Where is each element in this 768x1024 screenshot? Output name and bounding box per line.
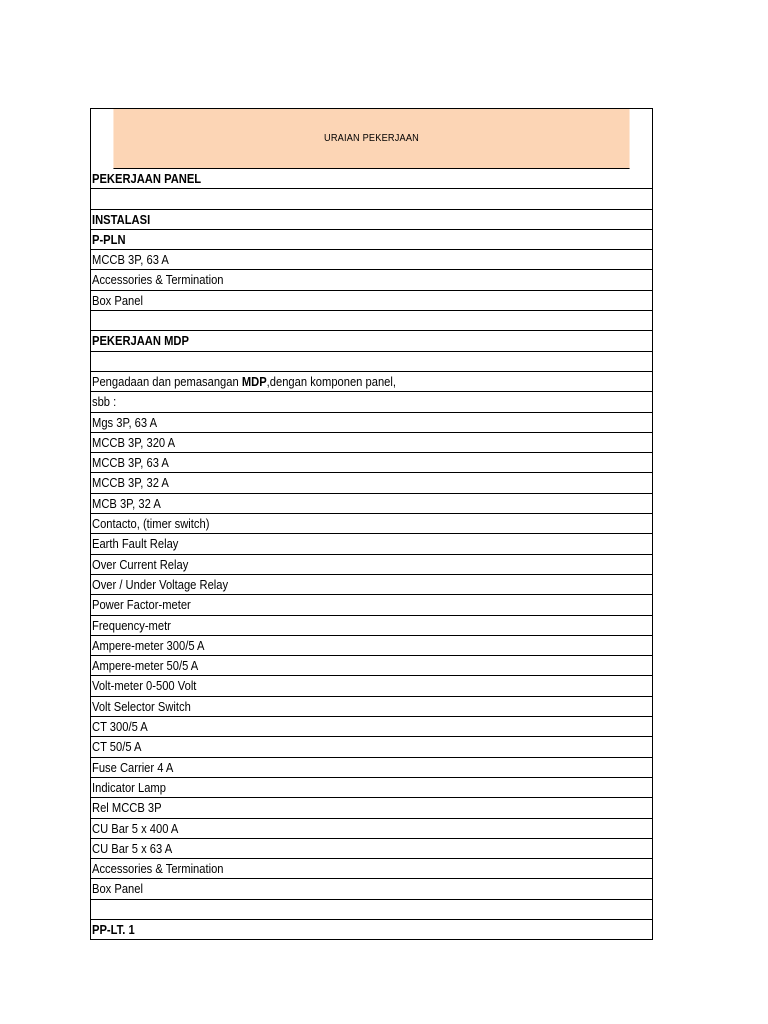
table-row[interactable] <box>91 250 652 270</box>
cell-text: Volt Selector Switch <box>92 698 191 714</box>
table-row[interactable] <box>91 210 652 230</box>
cell-text: MCCB 3P, 63 A <box>92 455 169 471</box>
cell-text: Indicator Lamp <box>92 779 166 795</box>
cell-text: CU Bar 5 x 63 A <box>92 840 173 856</box>
cell-text: Rel MCCB 3P <box>92 800 162 816</box>
table-row[interactable] <box>91 616 652 636</box>
table-row[interactable] <box>91 839 652 859</box>
table-row[interactable] <box>91 555 652 575</box>
cell-text: PP-LT. 1 <box>92 921 135 937</box>
table-row[interactable] <box>91 169 652 189</box>
cell-text: PEKERJAAN MDP <box>92 333 189 349</box>
table-row[interactable] <box>91 737 652 757</box>
table-row[interactable] <box>91 372 652 392</box>
table-row[interactable] <box>91 697 652 717</box>
cell-text: Accessories & Termination <box>92 861 224 877</box>
cell-text <box>92 372 396 391</box>
cell-text-part: ,dengan komponen panel, <box>266 373 396 389</box>
cell-text-bold-part: MDP <box>241 373 267 389</box>
cell-text: Ampere-meter 50/5 A <box>92 658 199 674</box>
table-row[interactable] <box>91 270 652 290</box>
cell-text: MCCB 3P, 32 A <box>92 475 169 491</box>
table-row[interactable] <box>91 413 652 433</box>
cell-text: Box Panel <box>92 292 143 308</box>
cell-text: MCCB 3P, 63 A <box>92 252 169 268</box>
cell-text: CT 50/5 A <box>92 739 142 755</box>
table-body <box>91 169 652 940</box>
table-row[interactable] <box>91 189 652 209</box>
table-row[interactable] <box>91 514 652 534</box>
table-row[interactable] <box>91 717 652 737</box>
cell-text: Frequency-metr <box>92 617 171 633</box>
cell-text: PEKERJAAN PANEL <box>92 171 202 186</box>
table-row[interactable] <box>91 453 652 473</box>
cell-text: CT 300/5 A <box>92 719 148 735</box>
table-row[interactable] <box>91 352 652 372</box>
table-row[interactable] <box>91 778 652 798</box>
table-row[interactable] <box>91 595 652 615</box>
cell-text: Contacto, (timer switch) <box>92 516 210 532</box>
cell-text: Volt-meter 0-500 Volt <box>92 678 197 694</box>
table-row[interactable] <box>91 879 652 899</box>
table-row[interactable] <box>91 331 652 351</box>
cell-text: Over / Under Voltage Relay <box>92 576 229 592</box>
table-row[interactable] <box>91 676 652 696</box>
cell-text: INSTALASI <box>92 211 151 227</box>
spreadsheet-table <box>90 108 653 940</box>
cell-text: Accessories & Termination <box>92 272 224 288</box>
table-row[interactable] <box>91 636 652 656</box>
table-row[interactable] <box>91 433 652 453</box>
column-header-uraian-pekerjaan: URAIAN PEKERJAAN <box>113 109 629 169</box>
cell-text-part: Pengadaan dan pemasangan <box>92 373 242 389</box>
cell-text: P-PLN <box>92 231 126 247</box>
table-row[interactable] <box>91 575 652 595</box>
cell-text: Box Panel <box>92 881 143 897</box>
table-row[interactable] <box>91 311 652 331</box>
cell-text: Ampere-meter 300/5 A <box>92 637 205 653</box>
cell-text: MCB 3P, 32 A <box>92 495 161 511</box>
table-row[interactable] <box>91 819 652 839</box>
table-row[interactable] <box>91 494 652 514</box>
table-row[interactable] <box>91 859 652 879</box>
cell-text: Fuse Carrier 4 A <box>92 759 174 775</box>
cell-text: Mgs 3P, 63 A <box>92 414 158 430</box>
cell-text: Power Factor-meter <box>92 597 191 613</box>
table-row[interactable] <box>91 798 652 818</box>
table-row[interactable] <box>91 534 652 554</box>
cell-text: Over Current Relay <box>92 556 189 572</box>
table-row[interactable] <box>91 758 652 778</box>
cell-text: CU Bar 5 x 400 A <box>92 820 179 836</box>
cell-text: MCCB 3P, 320 A <box>92 434 176 450</box>
table-row[interactable] <box>91 920 652 940</box>
table-row[interactable] <box>91 230 652 250</box>
table-row[interactable] <box>91 291 652 311</box>
table-row[interactable] <box>91 392 652 412</box>
table-row[interactable] <box>91 473 652 493</box>
cell-text: Earth Fault Relay <box>92 536 179 552</box>
cell-text: sbb : <box>92 394 117 410</box>
table-row[interactable] <box>91 900 652 920</box>
table-row[interactable] <box>91 656 652 676</box>
